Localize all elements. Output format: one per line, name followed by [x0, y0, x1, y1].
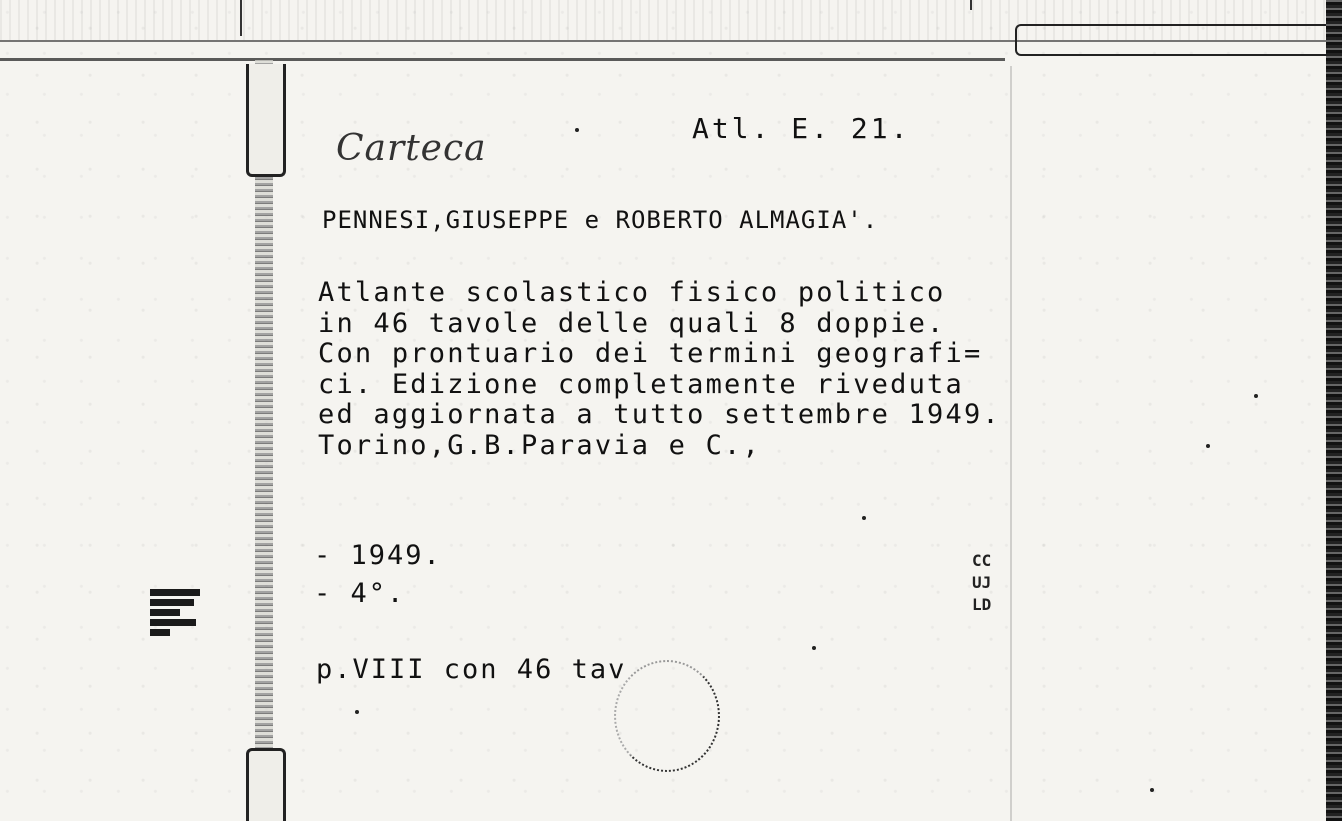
scan-speck: [1254, 394, 1258, 398]
book-format: - 4°.: [314, 578, 406, 609]
margin-mark-text: CC UJ LD: [972, 551, 992, 614]
title-line: in 46 tavole delle quali 8 doppie.: [318, 307, 946, 339]
scan-speck: [575, 128, 579, 132]
pagination: p.VIII con 46 tav: [316, 654, 627, 685]
top-tick-mark: [240, 0, 242, 36]
shelfmark: Atl. E. 21.: [692, 112, 911, 145]
title-line: Torino,G.B.Paravia e C.,: [318, 429, 761, 461]
binding-clip-top: [246, 64, 286, 177]
scan-speck: [1206, 444, 1210, 448]
scan-speck: [812, 646, 816, 650]
right-scan-edge: [1326, 0, 1342, 821]
adjacent-card-edge: [1015, 24, 1337, 56]
title-line: ci. Edizione completamente riveduta: [318, 368, 964, 400]
card-heading: Carteca: [336, 128, 487, 169]
title-line: Atlante scolastico fisico politico: [318, 277, 946, 308]
binding-clip-bottom: [246, 748, 286, 821]
title-line: ed aggiornata a tutto settembre 1949.: [318, 399, 1001, 430]
scan-speck: [1150, 788, 1154, 792]
title-description: [318, 278, 1018, 461]
margin-mark: [972, 550, 991, 616]
author-line: PENNESI,GIUSEPPE e ROBERTO ALMAGIA'.: [322, 206, 879, 234]
faded-circular-stamp: [614, 660, 720, 772]
publication-year: - 1949.: [314, 540, 442, 571]
margin-stamp-icon: [150, 586, 206, 648]
title-line: Con prontuario dei termini geografi=: [318, 338, 983, 369]
scan-speck: [355, 710, 359, 714]
scan-speck: [862, 516, 866, 520]
top-tick-mark: [970, 0, 972, 10]
card-top-edge: [0, 58, 1005, 61]
